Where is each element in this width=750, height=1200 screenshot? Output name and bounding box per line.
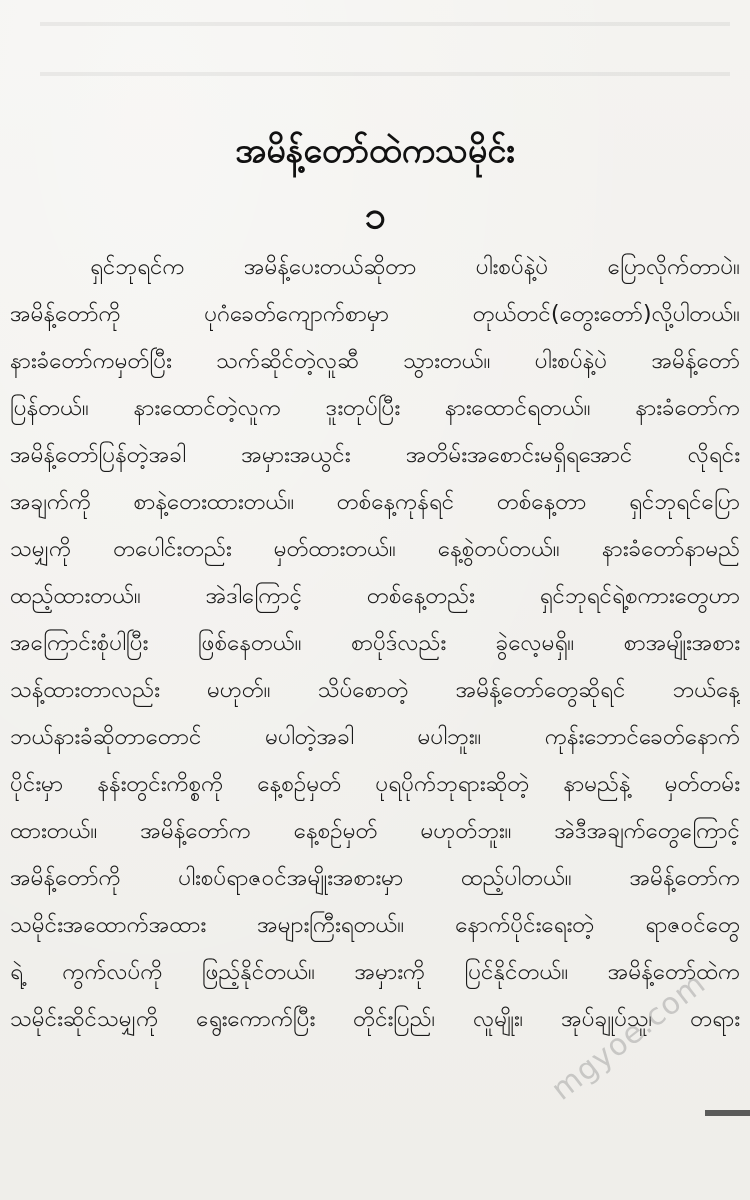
watermark: mgyoe.com — [545, 965, 713, 1108]
text-line: ရဲ့ ကွက်လပ်ကို ဖြည့်နိုင်တယ်။ အမှားကို ပြင်နိုင်တယ်။ အမိန့်တော်ထဲက — [10, 959, 740, 985]
text-line: အကြောင်းစုံပါပြီး ဖြစ်နေတယ်။ စာပိုဒ်လည်း ခွဲလေ့မရှိ။ စာအမျိုးအစား — [10, 630, 740, 656]
text-line: အမိန့်တော်ကို ပုဂံခေတ်ကျောက်စာမှာ တုယ်တင်(တွေးတော်)လို့ပါတယ်။ — [10, 301, 740, 327]
page-title: အမိန့်တော်ထဲကသမိုင်း — [235, 131, 515, 171]
text-line: သမိုင်းဆိုင်သမျှကို ရွေးကောက်ပြီး တိုင်းပြည်၊ လူမျိုး၊ အုပ်ချုပ်သူ၊ တရား — [10, 1006, 740, 1032]
chapter-number: ၁ — [364, 193, 386, 237]
text-line: အချက်ကို စာနဲ့တေးထားတယ်။ တစ်နေ့ကုန်ရင် တစ်နေ့တာ ရှင်ဘုရင်ပြော — [10, 489, 740, 515]
text-line: အမိန့်တော်ကို ပါးစပ်ရာဇဝင်အမျိုးအစားမှာ ထည့်ပါတယ်။ အမိန့်တော်က — [10, 865, 740, 891]
text-line: ဘယ်နားခံဆိုတာတောင် မပါတဲ့အခါ မပါဘူး။ ကုန်းဘောင်ခေတ်နောက် — [10, 724, 740, 750]
text-line: သန့်ထားတာလည်း မဟုတ်။ သိပ်စောတဲ့ အမိန့်တော်တွေဆိုရင် ဘယ်နေ့ — [10, 677, 740, 703]
bleed-through-text — [40, 0, 730, 90]
text-line: ပြန်တယ်။ နားထောင်တဲ့လူက ဒူးတုပ်ပြီး နားထောင်ရတယ်။ နားခံတော်က — [10, 395, 740, 421]
text-line: သမိုင်းအထောက်အထား အများကြီးရတယ်။ နောက်ပိုင်းရေးတဲ့ ရာဇဝင်တွေ — [10, 912, 740, 938]
page-edge-shadow — [705, 1110, 750, 1116]
text-line: ထားတယ်။ အမိန့်တော်က နေ့စဉ်မှတ် မဟုတ်ဘူး။ အဲဒီအချက်တွေကြောင့် — [10, 818, 740, 844]
text-line: နားခံတော်ကမှတ်ပြီး သက်ဆိုင်တဲ့လူဆီ သွားတယ်။ ပါးစပ်နဲ့ပဲ အမိန့်တော် — [10, 348, 740, 374]
text-line: ထည့်ထားတယ်။ အဲဒါကြောင့် တစ်နေ့တည်း ရှင်ဘုရင်ရဲ့စကားတွေဟာ — [10, 583, 740, 609]
body-paragraph — [10, 244, 740, 1043]
text-line: ပိုင်းမှာ နန်းတွင်းကိစ္စကို နေ့စဉ်မှတ် ပုရပိုက်ဘုရားဆိုတဲ့ နာမည်နဲ့ မှတ်တမ်း — [10, 771, 740, 797]
text-line: ရှင်ဘုရင်က အမိန့်ပေးတယ်ဆိုတာ ပါးစပ်နဲ့ပဲ ပြောလိုက်တာပဲ။ — [90, 254, 740, 280]
text-line: အမိန့်တော်ပြန်တဲ့အခါ အမှားအယွင်း အတိမ်းအစောင်းမရှိရအောင် လိုရင်း — [10, 442, 740, 468]
text-line: သမျှကို တပေါင်းတည်း မှတ်ထားတယ်။ နေ့စွဲတပ်တယ်။ နားခံတော်နာမည် — [10, 536, 740, 562]
